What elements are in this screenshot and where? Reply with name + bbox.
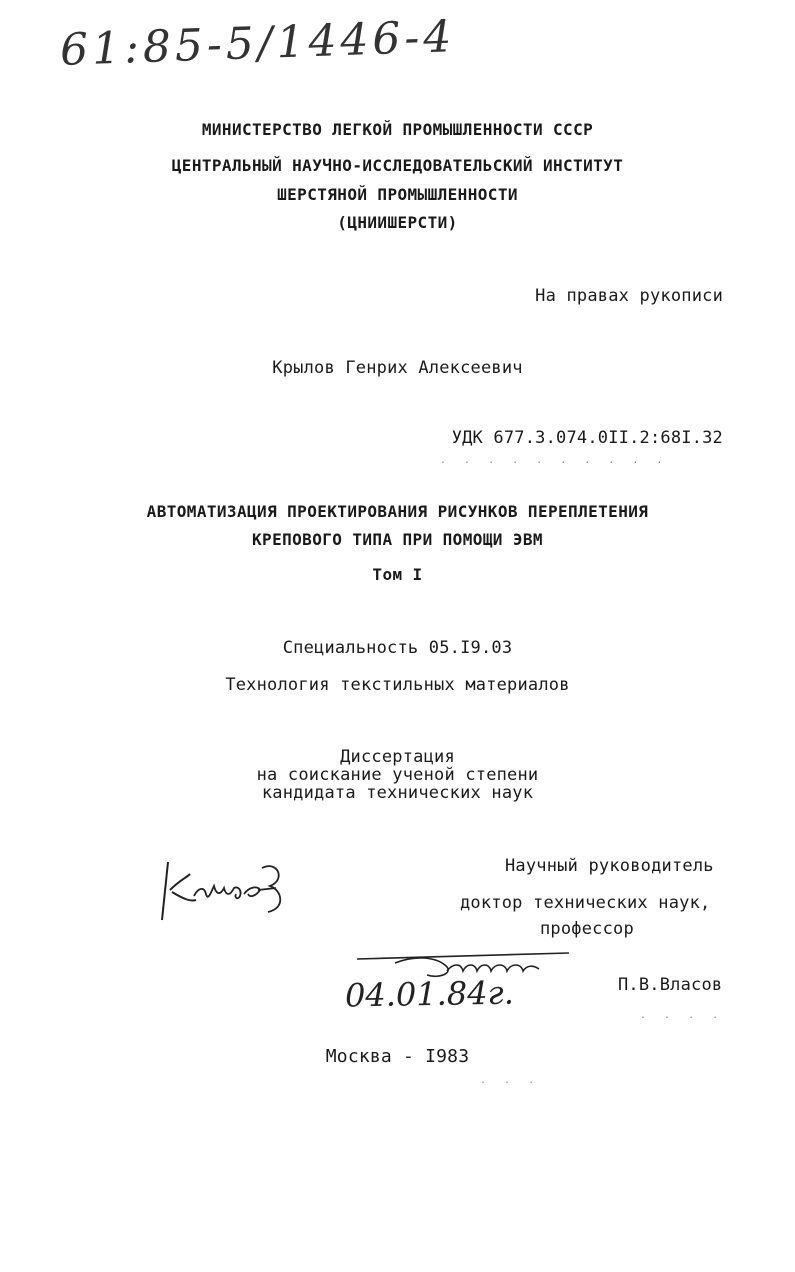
scan-speckle: . . . . . . . . . . — [440, 455, 669, 466]
dissertation-line-1: Диссертация — [340, 747, 455, 767]
author-name: Крылов Генрих Алексеевич — [272, 358, 523, 378]
institute-line-2: ШЕРСТЯНОЙ ПРОМЫШЛЕННОСТИ — [277, 185, 518, 204]
dissertation-line-3: кандидата технических наук — [261, 783, 534, 803]
supervisor-degree: доктор технических наук, — [460, 893, 711, 913]
thesis-title-line-1: АВТОМАТИЗАЦИЯ ПРОЕКТИРОВАНИЯ РИСУНКОВ ПЕРЕПЛЕТЕНИЯ — [146, 502, 649, 521]
supervisor-rank: профессор — [540, 919, 634, 939]
thesis-title-line-2: КРЕПОВОГО ТИПА ПРИ ПОМОЩИ ЭВМ — [252, 530, 543, 549]
supervisor-label: Научный руководитель — [505, 856, 714, 876]
volume-label: Том I — [372, 565, 423, 584]
specialty-name: Технология текстильных материалов — [225, 675, 570, 695]
specialty-code: Специальность 05.I9.03 — [282, 638, 513, 658]
udc-code: УДК 677.3.074.0II.2:68I.32 — [451, 428, 723, 448]
ministry-line: МИНИСТЕРСТВО ЛЕГКОЙ ПРОМЫШЛЕННОСТИ СССР — [201, 120, 594, 139]
handwritten-date: 04.01.84г. — [344, 973, 515, 1015]
manuscript-note: На правах рукописи — [535, 286, 723, 306]
author-signature — [150, 850, 300, 930]
archive-code: 61:85-5/1446-4 — [59, 11, 457, 76]
institute-abbreviation: (ЦНИИШЕРСТИ) — [337, 213, 458, 232]
scan-speckle: . . . . — [640, 1010, 725, 1021]
dissertation-line-2: на соискание ученой степени — [256, 765, 539, 785]
institute-line-1: ЦЕНТРАЛЬНЫЙ НАУЧНО-ИССЛЕДОВАТЕЛЬСКИЙ ИНСТИТУТ — [171, 156, 624, 175]
city-year: Москва - I983 — [325, 1046, 470, 1067]
supervisor-name: П.В.Власов — [618, 975, 723, 995]
scan-speckle: . . . — [480, 1075, 541, 1086]
